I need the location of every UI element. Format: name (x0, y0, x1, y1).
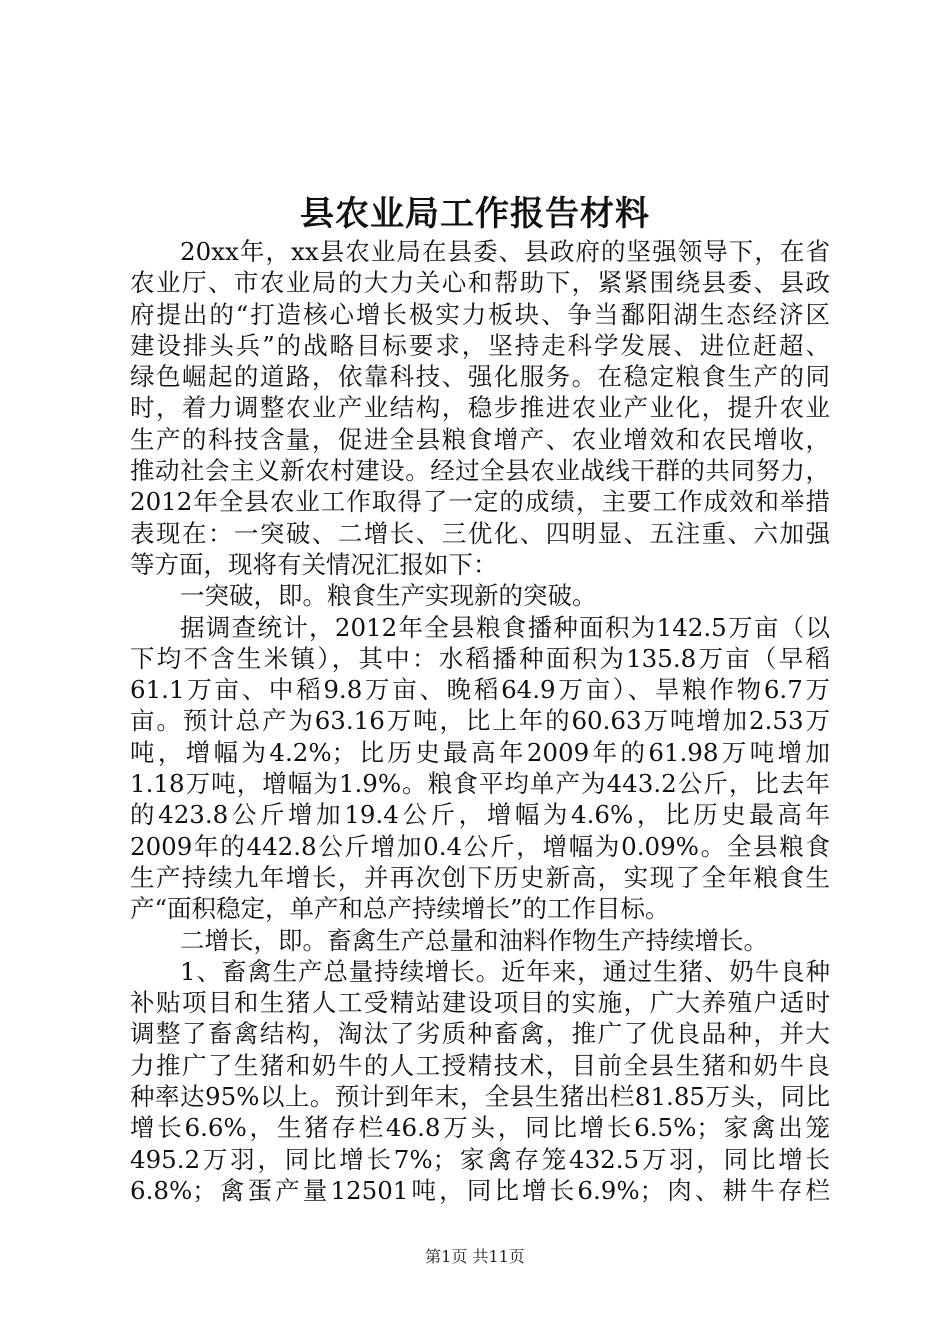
text-line: 种率达95%以上。预计到年末，全县生猪出栏81.85万头，同比 (130, 1082, 830, 1112)
document-title: 县农业局工作报告材料 (300, 194, 650, 234)
document-body (130, 236, 830, 1206)
text-line: 府提出的“打造核心增长极实力板块、争当鄱阳湖生态经济区 (130, 299, 830, 329)
text-line: 1、畜禽生产总量持续增长。近年来，通过生猪、奶牛良种 (180, 956, 830, 986)
text-line: 下均不含生米镇），其中：水稻播种面积为135.8万亩（早稻 (130, 643, 830, 673)
text-line: 绿色崛起的道路，依靠科技、强化服务。在稳定粮食生产的同 (130, 362, 830, 392)
text-line: 6.8%；禽蛋产量12501吨，同比增长6.9%；肉、耕牛存栏 (130, 1175, 830, 1205)
text-line: 2009年的442.8公斤增加0.4公斤，增幅为0.09%。全县粮食 (130, 831, 830, 861)
text-line: 调整了畜禽结构，淘汰了劣质种畜禽，推广了优良品种，并大 (130, 1019, 830, 1049)
text-line: 的423.8公斤增加19.4公斤，增幅为4.6%，比历史最高年 (130, 800, 830, 830)
text-line: 表现在：一突破、二增长、三优化、四明显、五注重、六加强 (130, 518, 830, 548)
text-line: 二增长，即。畜禽生产总量和油料作物生产持续增长。 (180, 925, 768, 955)
text-line: 生产的科技含量，促进全县粮食增产、农业增效和农民增收， (130, 424, 830, 454)
page-footer: 第1页 共11页 (425, 1247, 525, 1266)
text-line: 生产持续九年增长，并再次创下历史新高，实现了全年粮食生 (130, 862, 830, 892)
text-line: 补贴项目和生猪人工受精站建设项目的实施，广大养殖户适时 (130, 988, 830, 1018)
text-line: 一突破，即。粮食生产实现新的突破。 (180, 581, 597, 611)
text-line: 力推广了生猪和奶牛的人工授精技术，目前全县生猪和奶牛良 (130, 1050, 830, 1080)
text-line: 等方面，现将有关情况汇报如下： (130, 549, 498, 579)
text-line: 495.2万羽，同比增长7%；家禽存笼432.5万羽，同比增长 (130, 1144, 830, 1174)
text-line: 时，着力调整农业产业结构，稳步推进农业产业化，提升农业 (130, 393, 830, 423)
text-line: 农业厅、市农业局的大力关心和帮助下，紧紧围绕县委、县政 (130, 268, 830, 298)
text-line: 增长6.6%，生猪存栏46.8万头，同比增长6.5%；家禽出笼 (130, 1113, 830, 1143)
text-line: 2012年全县农业工作取得了一定的成绩，主要工作成效和举措 (130, 487, 830, 517)
text-line: 1.18万吨，增幅为1.9%。粮食平均单产为443.2公斤，比去年 (130, 769, 830, 799)
text-line: 亩。预计总产为63.16万吨，比上年的60.63万吨增加2.53万 (130, 706, 830, 736)
text-line: 推动社会主义新农村建设。经过全县农业战线干群的共同努力， (130, 456, 830, 486)
text-line: 61.1万亩、中稻9.8万亩、晚稻64.9万亩）、旱粮作物6.7万 (130, 675, 830, 705)
text-line: 产“面积稳定，单产和总产持续增长”的工作目标。 (130, 894, 670, 924)
text-line: 20xx年，xx县农业局在县委、县政府的坚强领导下，在省 (180, 237, 830, 266)
text-line: 建设排头兵”的战略目标要求，坚持走科学发展、进位赶超、 (130, 330, 830, 360)
text-line: 据调查统计，2012年全县粮食播种面积为142.5万亩（以 (180, 612, 830, 642)
text-line: 吨，增幅为4.2%；比历史最高年2009年的61.98万吨增加 (130, 737, 830, 767)
